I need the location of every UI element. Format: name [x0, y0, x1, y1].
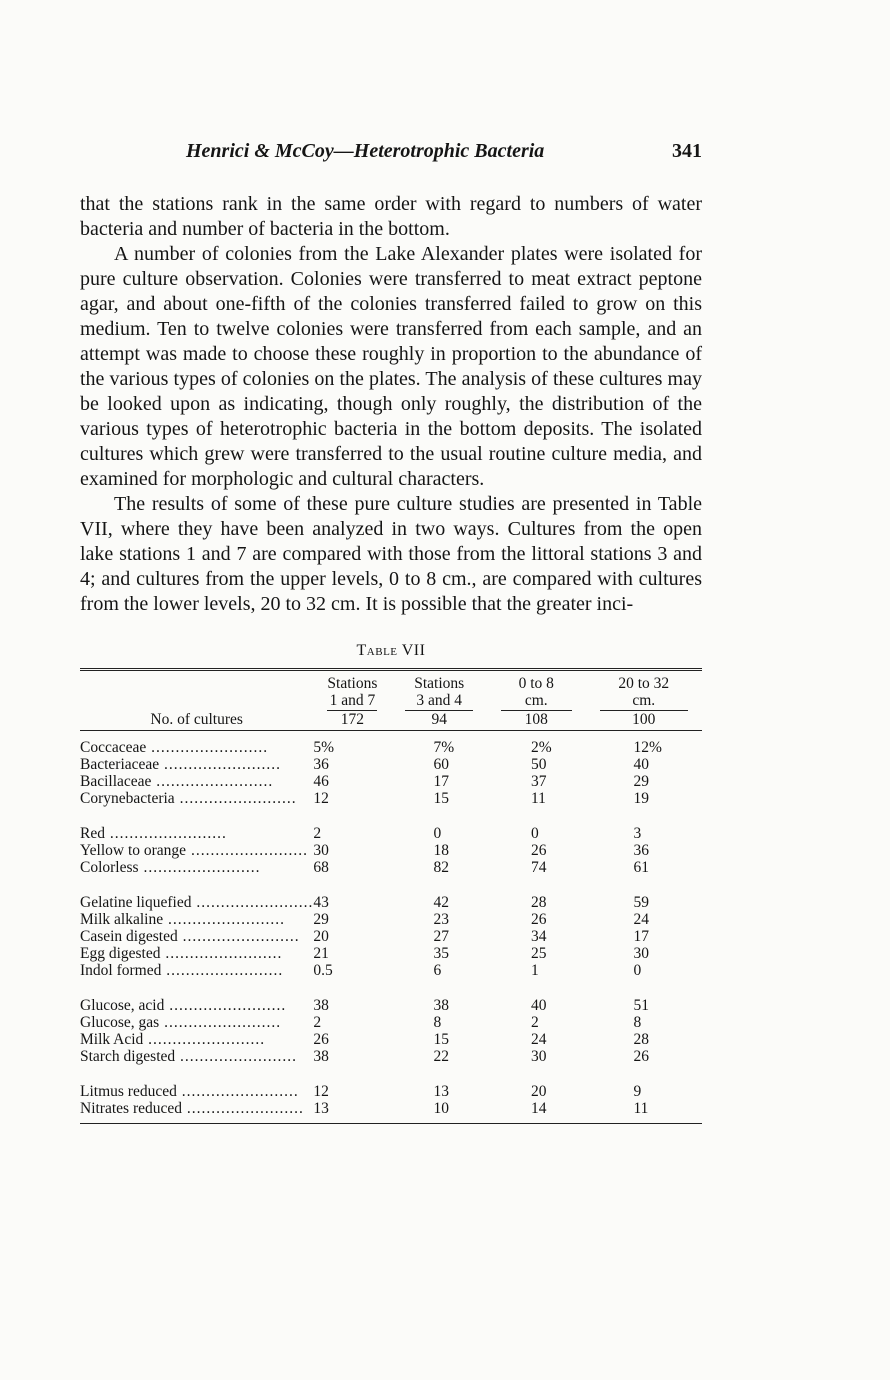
table-row [80, 842, 702, 859]
leader-dots: ........................ [143, 1031, 266, 1048]
row-label [80, 928, 313, 945]
cell-value: 28 [530, 894, 547, 911]
cell-value: 0.5 [313, 962, 333, 979]
cell-value: 17 [633, 928, 649, 945]
row-label [80, 825, 313, 842]
cell-value: 42 [433, 894, 449, 911]
cell-value: 26 [530, 911, 547, 928]
cell-value: 23 [433, 911, 449, 928]
cell-value: 15 [433, 790, 449, 807]
leader-dots: ........................ [182, 1100, 304, 1117]
cell-value: 15 [433, 1031, 449, 1048]
group-spacer [80, 979, 702, 997]
row-label-text: Litmus reduced [80, 1083, 177, 1100]
cell-value: 59 [633, 894, 649, 911]
row-label [80, 1048, 313, 1065]
column-header [313, 675, 391, 731]
cell-value: 12 [313, 790, 329, 807]
cell-value: 50 [530, 756, 547, 773]
row-label-text: Bacteriaceae [80, 756, 160, 773]
cell-value: 14 [530, 1100, 547, 1117]
table-row [80, 1083, 702, 1100]
row-label [80, 945, 313, 962]
row-label [80, 739, 313, 756]
cell-value: 38 [313, 997, 329, 1014]
column-header-line2: cm. [632, 692, 656, 709]
leader-dots: ........................ [160, 945, 283, 962]
leader-dots: ........................ [161, 962, 284, 979]
table-body [80, 739, 702, 1124]
row-label [80, 894, 313, 911]
row-label-text: Milk alkaline [80, 911, 164, 928]
leader-dots: ........................ [163, 911, 285, 928]
leader-dots: ........................ [176, 1083, 299, 1100]
leader-dots: ........................ [159, 1014, 282, 1031]
cell-value: 6 [433, 962, 442, 979]
row-label-text: Milk Acid [80, 1031, 144, 1048]
row-label-text: Glucose, gas [80, 1014, 160, 1031]
cell-value: 26 [530, 842, 547, 859]
cell-value: 29 [633, 773, 649, 790]
row-label [80, 859, 313, 876]
cell-value: 5% [313, 739, 335, 756]
cell-value: 68 [313, 859, 329, 876]
row-label-text: Egg digested [80, 945, 161, 962]
row-label-text: Casein digested [80, 928, 178, 945]
cell-value: 12 [313, 1083, 329, 1100]
row-label-text: Starch digested [80, 1048, 176, 1065]
cell-value: 0 [530, 825, 539, 842]
cell-value: 36 [313, 756, 329, 773]
cell-value: 0 [433, 825, 442, 842]
cell-value: 11 [633, 1100, 649, 1117]
cell-value: 74 [530, 859, 547, 876]
cell-value: 22 [433, 1048, 449, 1065]
table-row [80, 962, 702, 979]
column-header-line1: 0 to 8 [518, 675, 554, 692]
column-count: 108 [501, 710, 572, 730]
cell-value: 7% [433, 739, 455, 756]
row-label [80, 1014, 313, 1031]
leader-dots: ........................ [104, 825, 227, 842]
cell-value: 18 [433, 842, 449, 859]
row-label [80, 911, 313, 928]
table-caption: Table VII [356, 642, 426, 659]
cell-value: 46 [313, 773, 329, 790]
cell-value: 26 [633, 1048, 649, 1065]
group-spacer [80, 876, 702, 894]
page [80, 140, 702, 1124]
leader-dots: ........................ [191, 894, 314, 911]
running-header [80, 140, 702, 170]
table-row [80, 1014, 702, 1031]
leader-dots: ........................ [138, 859, 261, 876]
page-number: 341 [672, 140, 702, 162]
cell-value: 8 [433, 1014, 442, 1031]
row-label [80, 962, 313, 979]
cell-value: 2 [530, 1014, 539, 1031]
table-row [80, 928, 702, 945]
leader-dots: ........................ [151, 773, 274, 790]
cell-value: 25 [530, 945, 547, 962]
cell-value: 19 [633, 790, 649, 807]
cell-value: 1 [530, 962, 539, 979]
body-text [80, 192, 702, 617]
column-count: 100 [600, 710, 689, 730]
cell-value: 13 [313, 1100, 329, 1117]
row-label [80, 1100, 313, 1117]
group-spacer [80, 1065, 702, 1083]
cell-value: 34 [530, 928, 547, 945]
running-title: Henrici & McCoy—Heterotrophic Bacteria [186, 140, 545, 162]
row-header-label: No. of cultures [150, 711, 243, 728]
paragraph: A number of colonies from the Lake Alexander plates were isolated for pure culture observation. Colonies were transferred to meat extract peptone agar, and about one-fifth of the colonies transferred failed to grow on this medium. Ten to twelve colonies were transferred from each sample, and an attempt was made to choose these roughly in proportion to the abundance of the various types of colonies on the plates. The analysis of these cultures may be looked upon as indicating, though only roughly, the distribution of the various types of heterotrophic bacteria in the bottom deposits. The isolated cultures which grew were transferred to the usual routine culture media, and examined for morphologic and cultural characters. [80, 243, 702, 490]
cell-value: 20 [530, 1083, 547, 1100]
cell-value: 10 [433, 1100, 449, 1117]
row-label [80, 1031, 313, 1048]
cell-value: 11 [530, 790, 546, 807]
cell-value: 2% [530, 739, 552, 756]
table-row [80, 945, 702, 962]
leader-dots: ........................ [186, 842, 308, 859]
cell-value: 82 [433, 859, 449, 876]
leader-dots: ........................ [159, 756, 282, 773]
cell-value: 43 [313, 894, 329, 911]
row-label-text: Yellow to orange [80, 842, 187, 859]
cell-value: 0 [633, 962, 642, 979]
column-header [391, 675, 487, 731]
leader-dots: ........................ [175, 1048, 298, 1065]
cell-value: 38 [433, 997, 449, 1014]
cell-value: 2 [313, 825, 322, 842]
cell-value: 24 [633, 911, 649, 928]
cell-value: 61 [633, 859, 649, 876]
row-label [80, 790, 313, 807]
group-spacer [80, 807, 702, 825]
row-label-text: Gelatine liquefied [80, 894, 192, 911]
cell-value: 28 [633, 1031, 649, 1048]
table-row [80, 773, 702, 790]
cell-value: 30 [530, 1048, 547, 1065]
column-header [586, 675, 703, 731]
table-row [80, 911, 702, 928]
column-header-line2: 1 and 7 [329, 692, 376, 709]
row-label [80, 773, 313, 790]
table-row [80, 1048, 702, 1065]
cell-value: 3 [633, 825, 642, 842]
leader-dots: ........................ [174, 790, 297, 807]
cell-value: 26 [313, 1031, 329, 1048]
table-row [80, 997, 702, 1014]
leader-dots: ........................ [164, 997, 287, 1014]
cell-value: 40 [530, 997, 547, 1014]
leader-dots: ........................ [146, 739, 269, 756]
cell-value: 24 [530, 1031, 547, 1048]
row-label-text: Corynebacteria [80, 790, 175, 807]
row-label [80, 997, 313, 1014]
paragraph: that the stations rank in the same order with regard to numbers of water bacteria and number of bacteria in the bottom. [80, 193, 702, 240]
row-label [80, 1083, 313, 1100]
row-label-text: Colorless [80, 859, 139, 876]
row-label-text: Nitrates reduced [80, 1100, 182, 1117]
column-header-line1: 20 to 32 [618, 675, 670, 692]
column-header-line2: cm. [524, 692, 548, 709]
cell-value: 20 [313, 928, 329, 945]
row-label-text: Indol formed [80, 962, 162, 979]
row-label [80, 842, 313, 859]
row-label-text: Red [80, 825, 105, 842]
cell-value: 12% [633, 739, 662, 756]
cell-value: 30 [313, 842, 329, 859]
cell-value: 35 [433, 945, 449, 962]
table-row [80, 790, 702, 807]
table-row [80, 1100, 702, 1117]
row-label-text: Glucose, acid [80, 997, 165, 1014]
cell-value: 21 [313, 945, 329, 962]
column-count: 172 [327, 710, 377, 730]
column-header-line1: Stations [327, 675, 378, 692]
cell-value: 9 [633, 1083, 642, 1100]
cell-value: 17 [433, 773, 449, 790]
table-row [80, 859, 702, 876]
table-bottom-rule [80, 1117, 702, 1124]
leader-dots: ........................ [177, 928, 300, 945]
cell-value: 29 [313, 911, 329, 928]
cell-value: 38 [313, 1048, 329, 1065]
table-row [80, 756, 702, 773]
table-row [80, 1031, 702, 1048]
cell-value: 2 [313, 1014, 322, 1031]
cell-value: 36 [633, 842, 649, 859]
paragraph: The results of some of these pure culture studies are presented in Table VII, where they have been analyzed in two ways. Cultures from the open lake stations 1 and 7 are compared with those from the littoral stations 3 and 4; and cultures from the upper levels, 0 to 8 cm., are compared with cultures from the lower levels, 20 to 32 cm. It is possible that the greater inci- [80, 493, 702, 615]
row-label-text: Coccaceae [80, 739, 147, 756]
row-label [80, 756, 313, 773]
table-header-row [80, 675, 702, 731]
cell-value: 8 [633, 1014, 642, 1031]
column-header [487, 675, 586, 731]
cell-value: 40 [633, 756, 649, 773]
data-table [80, 668, 702, 1124]
column-header-line1: Stations [414, 675, 465, 692]
table-row [80, 739, 702, 756]
row-label-text: Bacillaceae [80, 773, 152, 790]
cell-value: 37 [530, 773, 547, 790]
cell-value: 51 [633, 997, 649, 1014]
table-row [80, 894, 702, 911]
cell-value: 60 [433, 756, 449, 773]
cell-value: 13 [433, 1083, 449, 1100]
column-header-line2: 3 and 4 [416, 692, 462, 709]
column-count: 94 [405, 710, 473, 730]
cell-value: 30 [633, 945, 649, 962]
cell-value: 27 [433, 928, 449, 945]
table-row [80, 825, 702, 842]
